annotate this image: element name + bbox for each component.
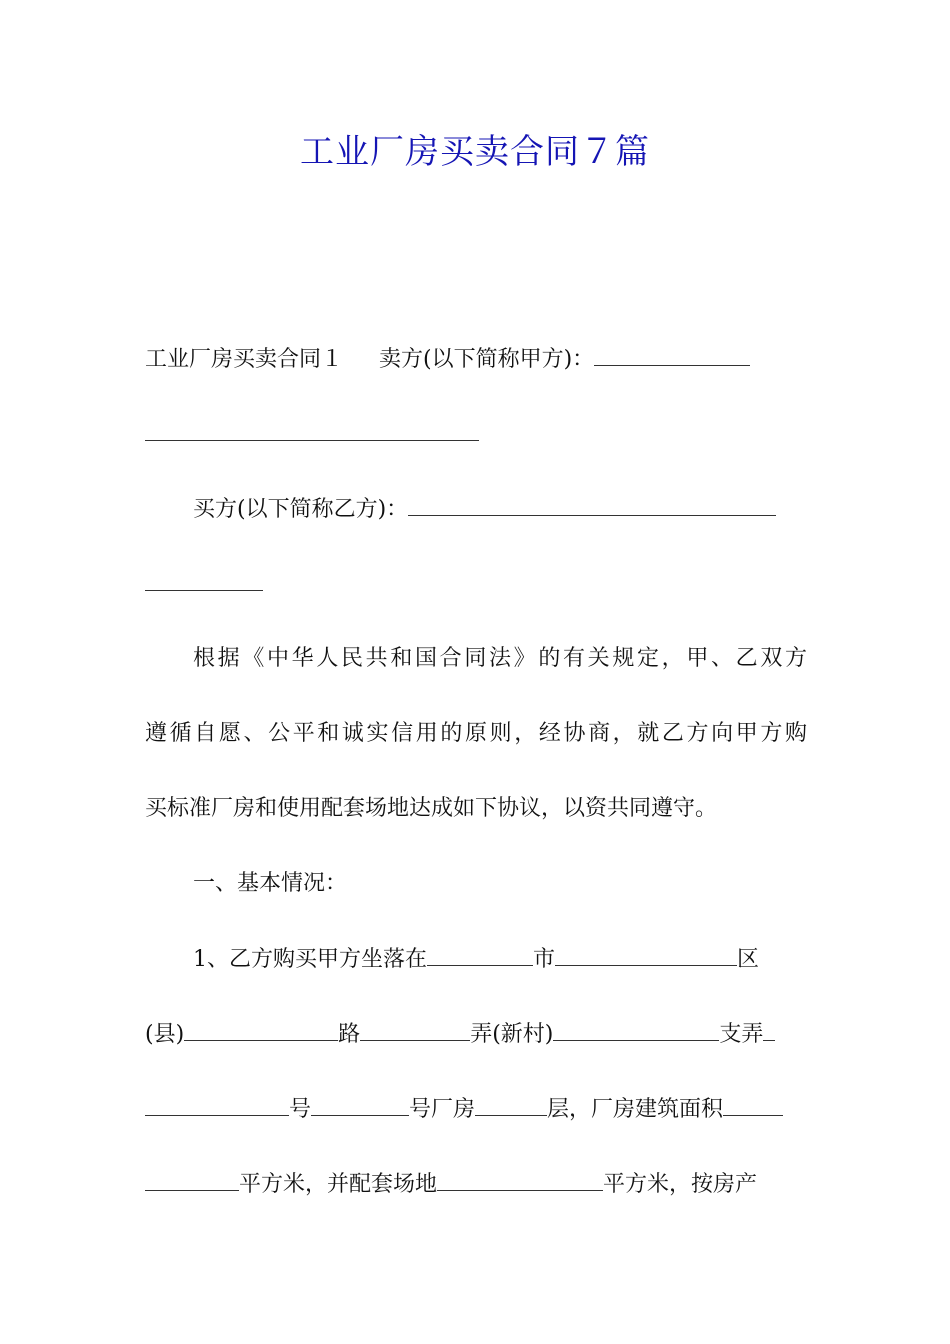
item-text: 号厂房 [409,1097,476,1122]
city-blank [427,943,533,966]
contract-line-4 [145,568,807,601]
paragraph-line: 买标准厂房和使用配套场地达成如下协议，以资共同遵守。 [145,796,718,821]
contract-line-3 [145,493,807,526]
paragraph-line: 遵循自愿、公平和诚实信用的原则，经协商，就乙方向甲方购 [145,721,807,746]
item-text: 1、乙方购买甲方坐落在 [193,947,427,972]
paragraph-line: 根据《中华人民共和国合同法》的有关规定，甲、乙双方 [193,646,807,671]
document-title: 工业厂房买卖合同７篇 [300,132,650,172]
item-text: 号 [289,1097,312,1122]
item-text: 市 [533,947,556,972]
building-number-blank [311,1093,409,1116]
area-blank [723,1093,783,1116]
item-text: 平方米，并配套场地 [239,1172,438,1197]
floor-blank [475,1093,547,1116]
branch-lane-blank [763,1018,775,1041]
item-text: 区 [737,947,760,972]
county-blank [184,1018,338,1041]
buyer-label: 买方(以下简称乙方)： [193,497,409,522]
section-heading: 一、基本情况： [193,871,348,896]
contract-line-2 [145,418,807,451]
area-blank-continued [145,1168,239,1191]
item-line-3 [145,1093,807,1126]
seller-label: 卖方(以下简称甲方)： [379,347,595,372]
item-text: 路 [338,1022,361,1047]
item-text: 弄(新村) [470,1022,554,1047]
seller-blank [594,343,750,366]
item-line-2 [145,1018,807,1051]
number-blank [145,1093,289,1116]
item-text: 层，厂房建筑面积 [547,1097,724,1122]
item-text: 平方米，按房产 [603,1172,758,1197]
contract-heading: 工业厂房买卖合同１ [145,347,344,372]
buyer-blank [408,493,776,516]
lane-blank [553,1018,719,1041]
buyer-blank-continued [145,568,263,591]
contract-line-1 [145,343,807,376]
road-blank [360,1018,470,1041]
item-text: (县) [145,1022,185,1047]
item-text: 支弄 [719,1022,764,1047]
district-blank [555,943,737,966]
item-line-4 [145,1168,807,1201]
seller-blank-continued [145,418,479,441]
site-area-blank [437,1168,603,1191]
item-line-1 [145,943,807,976]
